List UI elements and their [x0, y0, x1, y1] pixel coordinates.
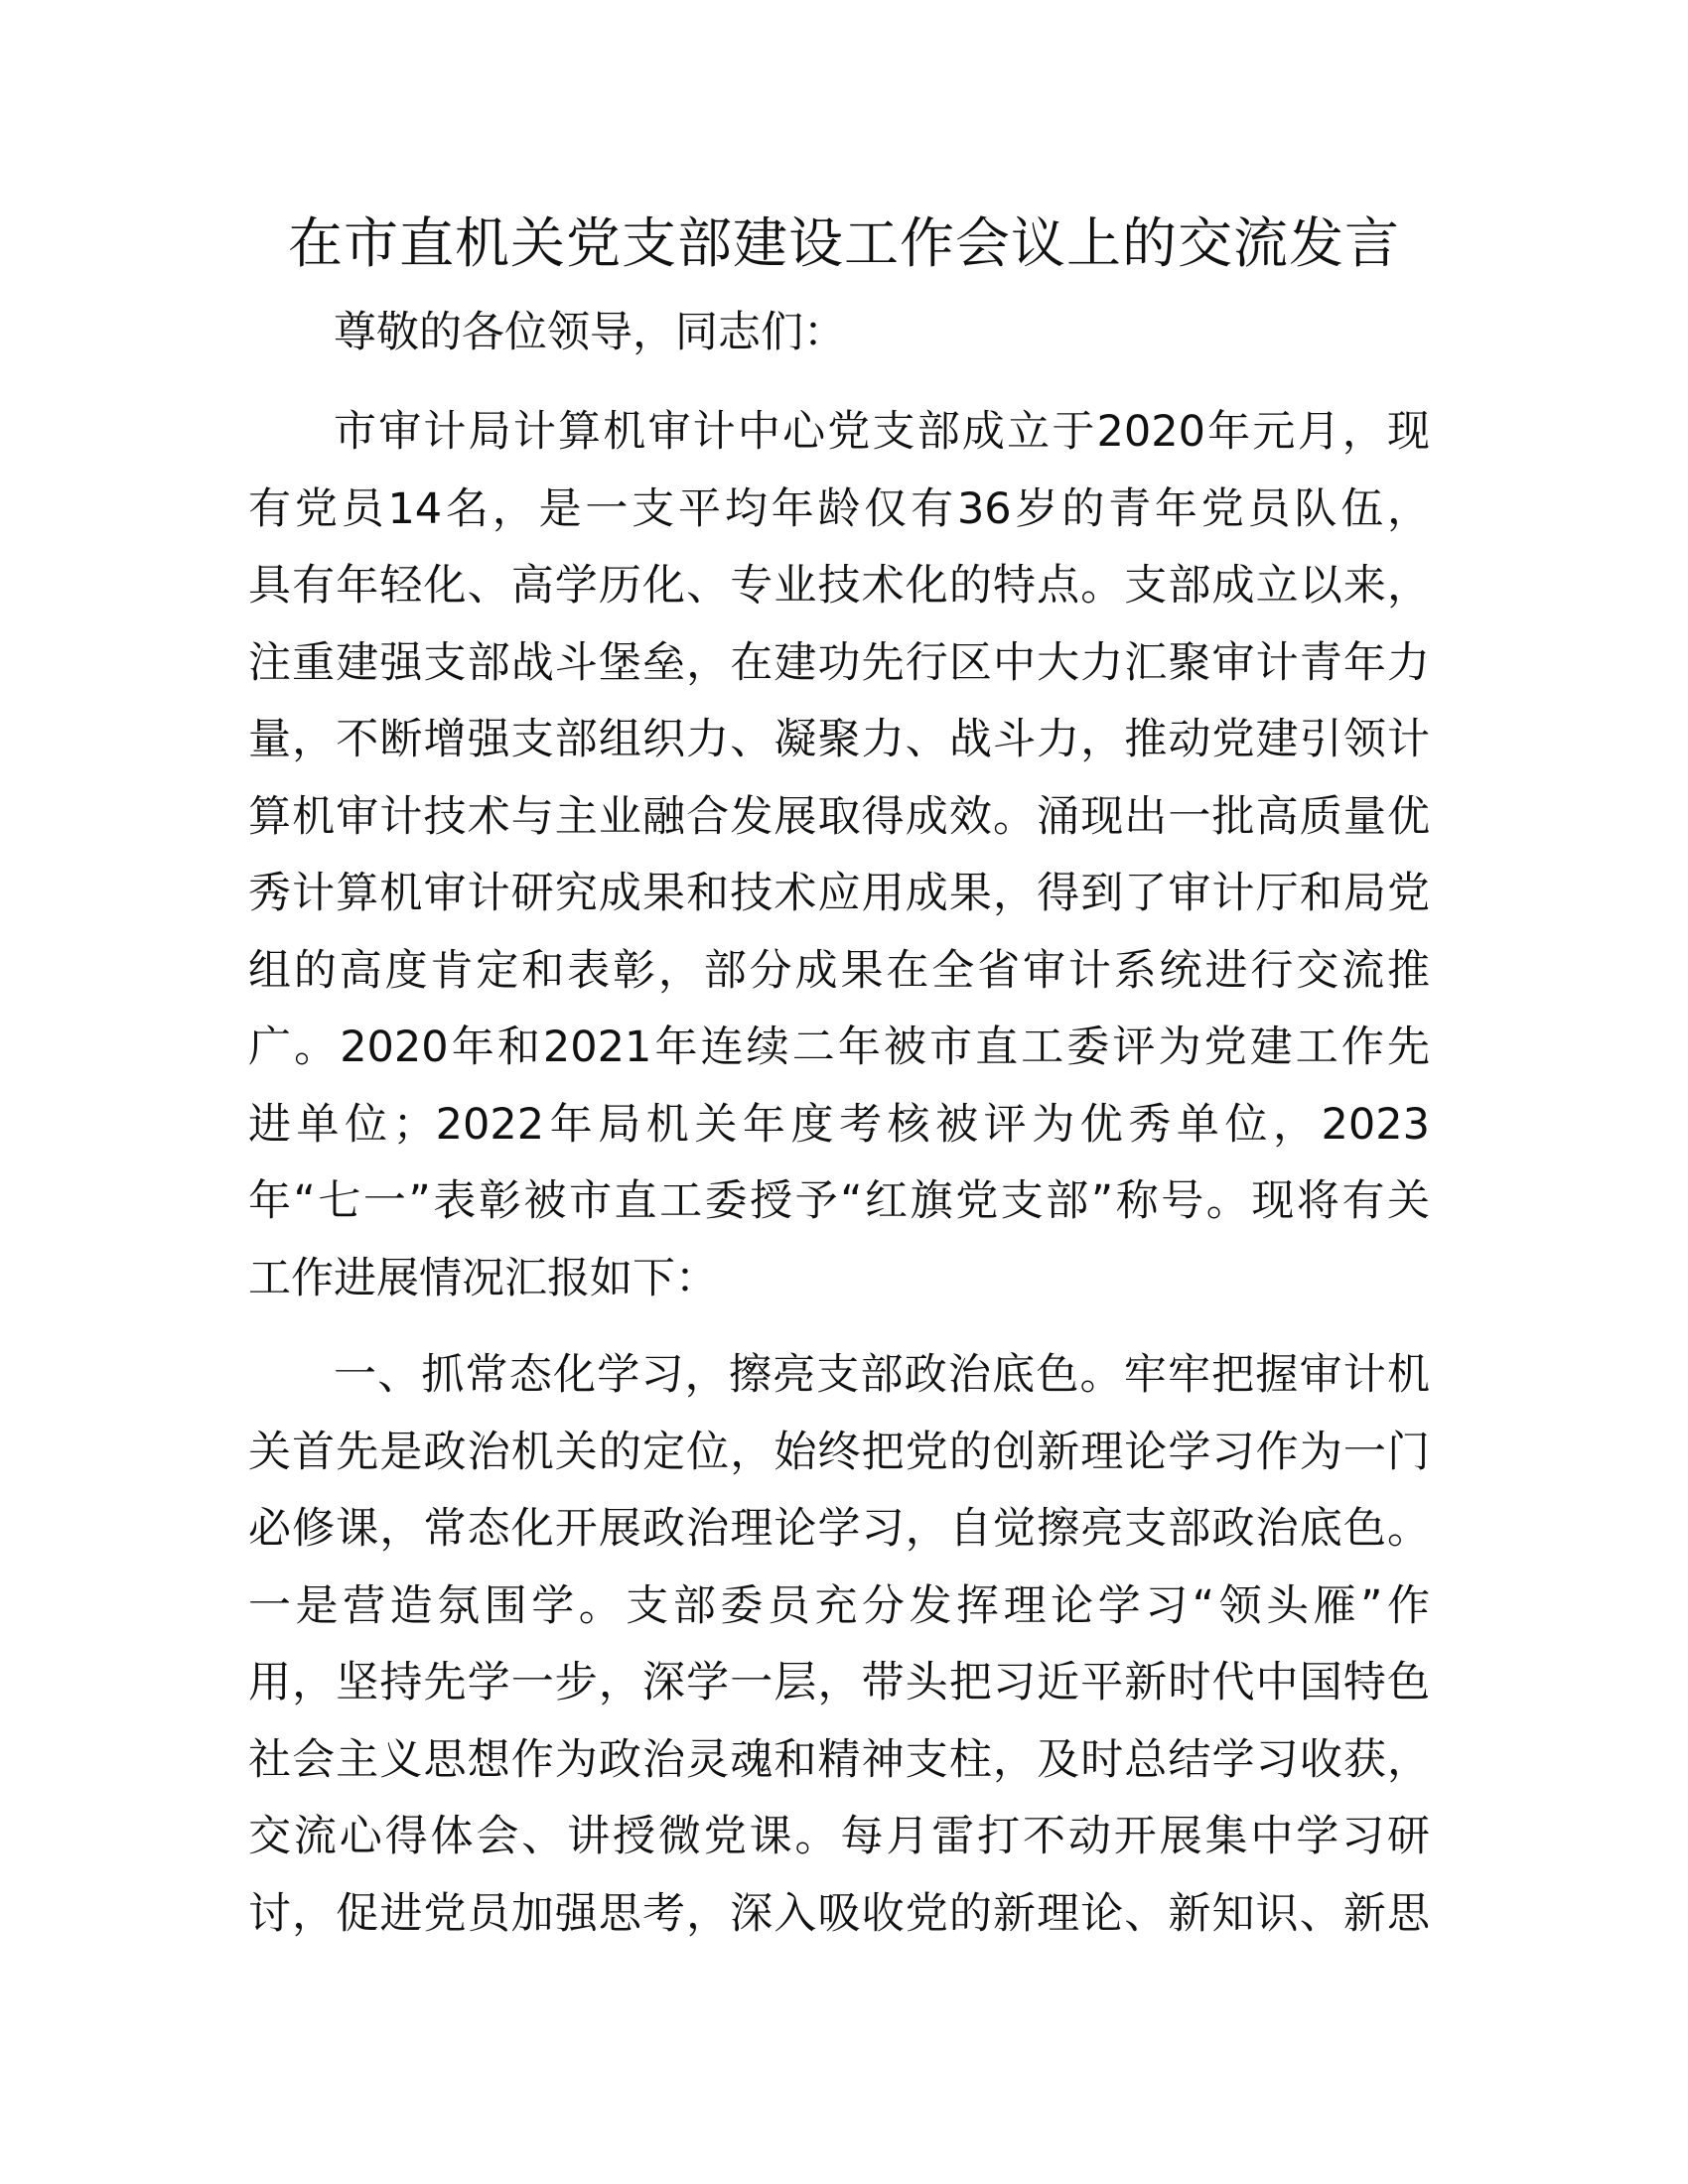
body-line: 具有年轻化、高学历化、专业技术化的特点。支部成立以来，: [248, 561, 1430, 611]
body-line: 工作进展情况汇报如下：: [248, 1254, 718, 1303]
body-line: 注重建强支部战斗堡垒，在建功先行区中大力汇聚审计青年力: [248, 638, 1430, 688]
body-line: 用，坚持先学一步，深学一层，带头把习近平新时代中国特色: [248, 1658, 1430, 1707]
body-line: 算机审计技术与主业融合发展取得成效。涌现出一批高质量优: [248, 792, 1430, 842]
document-title: 在市直机关党支部建设工作会议上的交流发言: [287, 211, 1400, 275]
body-line: 量，不断增强支部组织力、凝聚力、战斗力，推动党建引领计: [248, 715, 1430, 764]
body-line: 进单位；2022年局机关年度考核被评为优秀单位，2023: [248, 1100, 1430, 1150]
body-line: 关首先是政治机关的定位，始终把党的创新理论学习作为一门: [248, 1428, 1430, 1477]
section-heading-line: 一、抓常态化学习，擦亮支部政治底色。牢牢把握审计机: [334, 1350, 1430, 1400]
body-line: 组的高度肯定和表彰，部分成果在全省审计系统进行交流推: [248, 946, 1430, 996]
body-line: 市审计局计算机审计中心党支部成立于2020年元月，现: [334, 407, 1430, 457]
body-line: 有党员14名，是一支平均年龄仅有36岁的青年党员队伍，: [248, 484, 1430, 534]
body-line: 交流心得体会、讲授微党课。每月雷打不动开展集中学习研: [248, 1812, 1430, 1861]
body-line: 秀计算机审计研究成果和技术应用成果，得到了审计厅和局党: [248, 869, 1430, 918]
body-line: 年“七一”表彰被市直工委授予“红旗党支部”称号。现将有关: [248, 1176, 1430, 1226]
salutation: 尊敬的各位领导，同志们：: [334, 308, 846, 357]
body-line: 必修课，常态化开展政治理论学习，自觉擦亮支部政治底色。: [248, 1504, 1430, 1554]
body-line: 讨，促进党员加强思考，深入吸收党的新理论、新知识、新思: [248, 1889, 1430, 1939]
body-line: 社会主义思想作为政治灵魂和精神支柱，及时总结学习收获，: [248, 1735, 1430, 1785]
body-line: 广。2020年和2021年连续二年被市直工委评为党建工作先: [248, 1023, 1430, 1072]
body-line: 一是营造氛围学。支部委员充分发挥理论学习“领头雁”作: [248, 1581, 1430, 1631]
